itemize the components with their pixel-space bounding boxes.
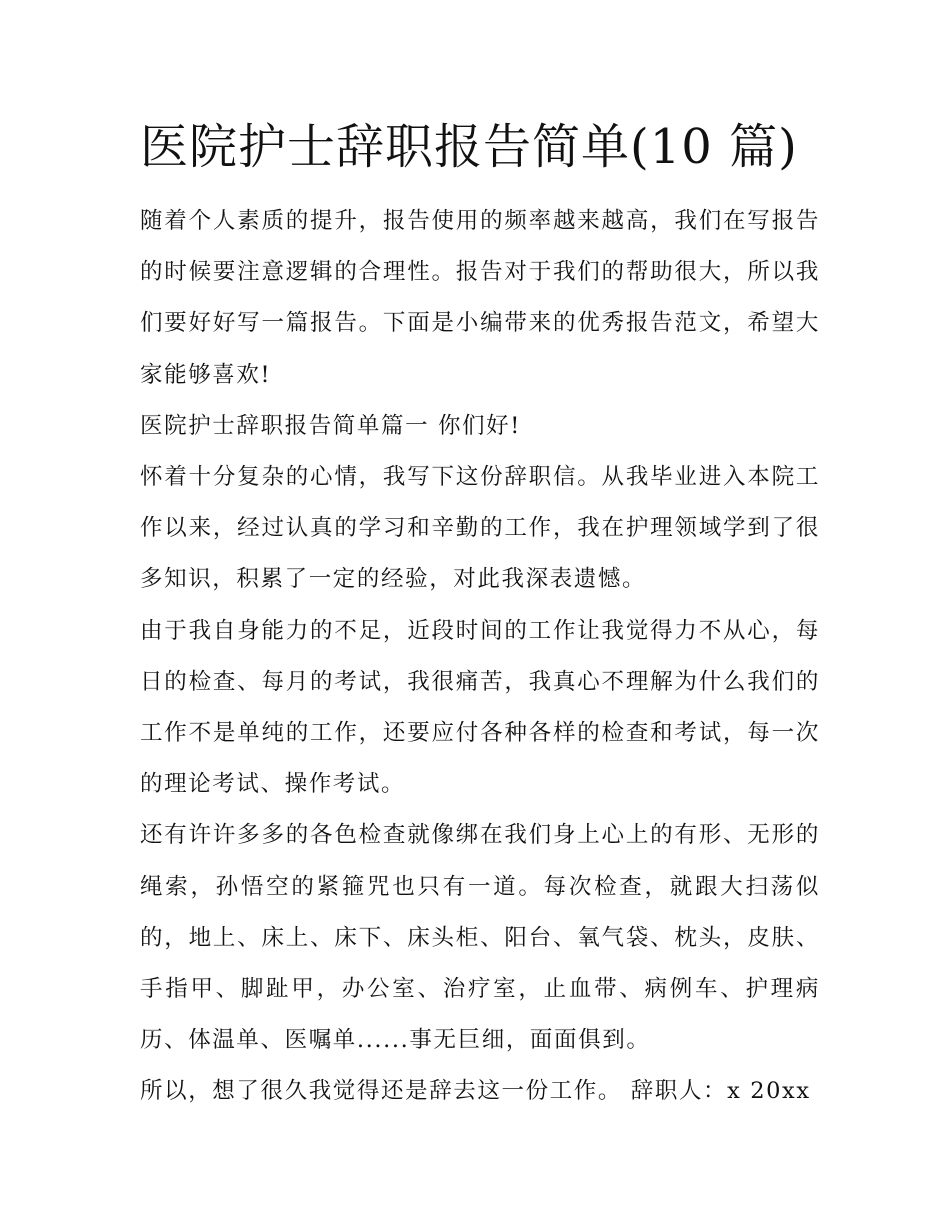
paragraph-closing: 所以，想了很久我觉得还是辞去这一份工作。 辞职人：x 20xx	[140, 1078, 811, 1105]
document-body	[140, 196, 820, 1118]
paragraph-heading-greeting: 医院护士辞职报告简单篇一 你们好!	[140, 412, 521, 439]
paragraph-feelings: 怀着十分复杂的心情，我写下这份辞职信。从我毕业进入本院工作以来，经过认真的学习和辛勤的工作，我在护理领域学到了很多知识，积累了一定的经验，对此我深表遗憾。	[140, 464, 820, 593]
paragraph-inspections: 还有许许多多的各色检查就像绑在我们身上心上的有形、无形的绳索，孙悟空的紧箍咒也只有一道。每次检查，就跟大扫荡似的，地上、床上、床下、床头柜、阳台、氧气袋、枕头，皮肤、手指甲、脚趾甲，办公室、治疗室，止血带、病例车、护理病历、体温单、医嘱单......事无巨细，面面俱到。	[140, 822, 820, 1054]
document-title: 医院护士辞职报告简单(10 篇)	[140, 119, 798, 175]
paragraph-reasons: 由于我自身能力的不足，近段时间的工作让我觉得力不从心，每日的检查、每月的考试，我很痛苦，我真心不理解为什么我们的工作不是单纯的工作，还要应付各种各样的检查和考试，每一次的理论考试、操作考试。	[140, 617, 820, 798]
paragraph-intro: 随着个人素质的提升，报告使用的频率越来越高，我们在写报告的时候要注意逻辑的合理性。报告对于我们的帮助很大，所以我们要好好写一篇报告。下面是小编带来的优秀报告范文，希望大家能够喜欢!	[140, 208, 820, 388]
